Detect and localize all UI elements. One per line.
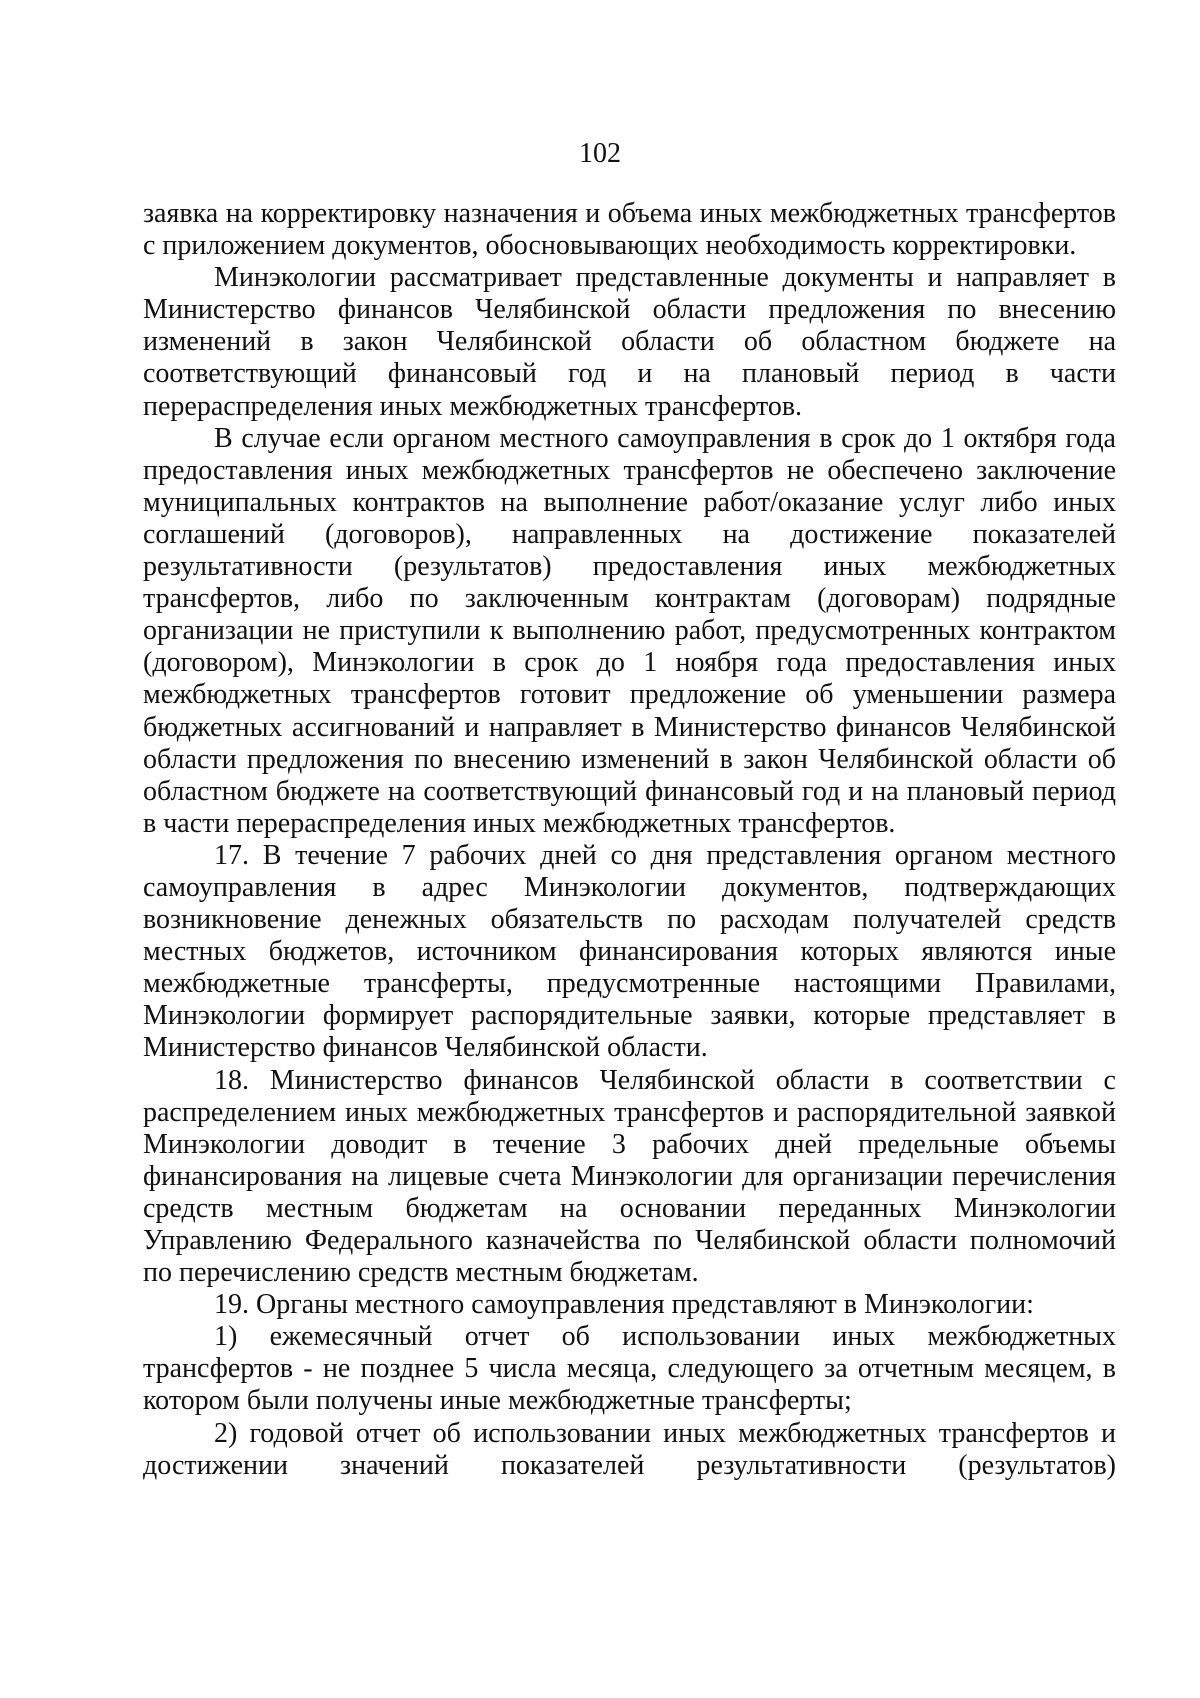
paragraph-minecology-review: Минэкологии рассматривает представленные документы и направляет в Министерство финансов Челябинской области предложения по внесению изменений в закон Челябинской области об областном бюджете на соответствующий финансовый год и на плановый период в части перераспределения иных межбюджетных трансфертов.	[143, 262, 1116, 422]
paragraph-contract-deadline: В случае если органом местного самоуправления в срок до 1 октября года предоставления иных межбюджетных трансфертов не обеспечено заключение муниципальных контрактов на выполнение работ/оказание услуг либо иных соглашений (договоров), направленных на достижение показателей результативности (результатов) предоставления иных межбюджетных трансфертов, либо по заключенным контрактам (договорам) подрядные организации не приступили к выполнению работ, предусмотренных контрактом (договором), Минэкологии в срок до 1 ноября года предоставления иных межбюджетных трансфертов готовит предложение об уменьшении размера бюджетных ассигнований и направляет в Министерство финансов Челябинской области предложения по внесению изменений в закон Челябинской области об областном бюджете на соответствующий финансовый год и на плановый период в части перераспределения иных межбюджетных трансфертов.	[143, 422, 1116, 839]
paragraph-item-18: 18. Министерство финансов Челябинской области в соответствии с распределением иных межбюджетных трансфертов и распорядительной заявкой Минэкологии доводит в течение 3 рабочих дней предельные объемы финансирования на лицевые счета Минэкологии для организации перечисления средств местным бюджетам на основании переданных Минэкологии Управлению Федерального казначейства по Челябинской области полномочий по перечислению средств местным бюджетам.	[143, 1064, 1116, 1289]
paragraph-item-19: 19. Органы местного самоуправления представляют в Минэкологии:	[214, 1289, 1034, 1321]
document-body	[143, 198, 1116, 1482]
paragraph-item-19-2: 2) годовой отчет об использовании иных межбюджетных трансфертов и достижении значений показателей результативности (результатов)	[143, 1417, 1116, 1481]
page-number: 102	[579, 138, 621, 169]
paragraph-continuation: заявка на корректировку назначения и объема иных межбюджетных трансфертов с приложением документов, обосновывающих необходимость корректировки.	[143, 198, 1116, 262]
paragraph-item-19-1: 1) ежемесячный отчет об использовании иных межбюджетных трансфертов - не позднее 5 числа месяца, следующего за отчетным месяцем, в котором были получены иные межбюджетные трансферты;	[143, 1321, 1116, 1417]
paragraph-item-17: 17. В течение 7 рабочих дней со дня представления органом местного самоуправления в адрес Минэкологии документов, подтверждающих возникновение денежных обязательств по расходам получателей средств местных бюджетов, источником финансирования которых являются иные межбюджетные трансферты, предусмотренные настоящими Правилами, Минэкологии формирует распорядительные заявки, которые представляет в Министерство финансов Челябинской области.	[143, 839, 1116, 1064]
